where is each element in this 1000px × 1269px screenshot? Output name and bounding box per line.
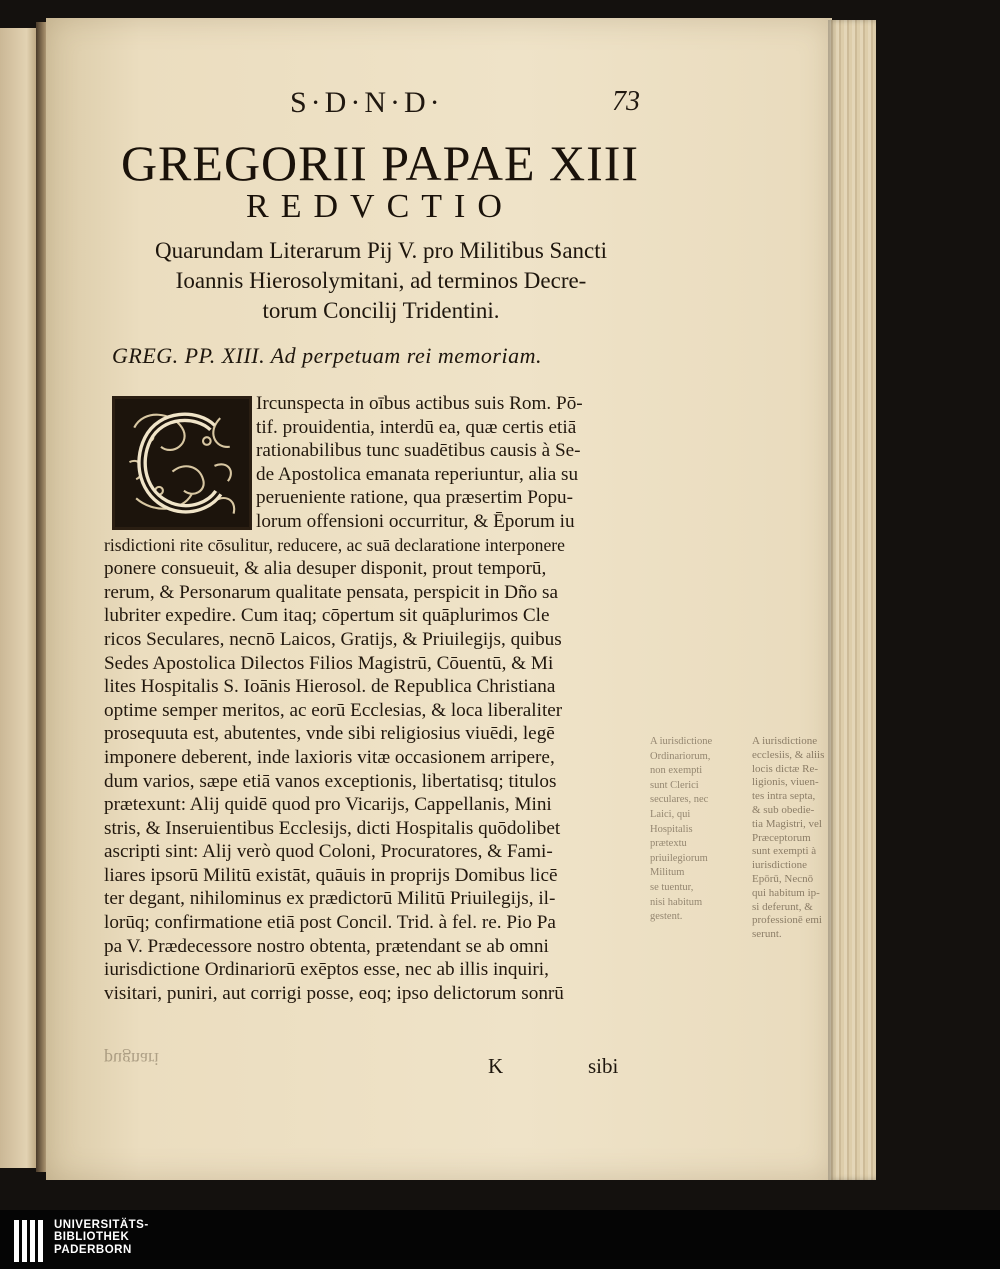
logo-line: PADERBORN <box>54 1243 132 1256</box>
marginal-line: sunt exempti à <box>752 845 817 858</box>
text-line: ter degant, nihilominus ex prædictorū Militū Priuilegijs, il- <box>104 888 556 910</box>
catchword: sibi <box>588 1054 619 1078</box>
running-head: S·D·N·D· <box>290 86 444 119</box>
marginal-line: locis dictæ Re- <box>752 762 818 775</box>
text-line: lites Hospitalis S. Ioānis Hierosol. de Republica Christiana <box>104 676 556 698</box>
text-line: de Apostolica emanata reperiuntur, alia su <box>256 463 579 485</box>
footer-bar <box>0 1210 1000 1269</box>
heading-line: torum Concilij Tridentini. <box>262 298 500 323</box>
facing-page-edge <box>0 28 38 1168</box>
marginal-line: professionē emi <box>752 914 822 927</box>
marginal-line: Epōrū, Necnō <box>752 872 814 885</box>
page-fore-edge <box>828 20 876 1180</box>
page-title: GREGORII PAPAE XIII <box>120 135 640 191</box>
library-logo-icon <box>12 1218 48 1264</box>
marginal-line: serunt. <box>752 928 782 941</box>
marginal-line: ecclesiis, & aliis <box>752 748 825 761</box>
marginal-line: sunt Clerici <box>650 779 699 791</box>
text-line: lubriter expedire. Cum itaq; cōpertum sit quāplurimos Cle <box>104 605 550 627</box>
text-line: lorūq; confirmatione etiā post Concil. Trid. à fel. re. Pio Pa <box>104 912 556 934</box>
bleed-through-catchword: pugnari <box>104 1049 159 1069</box>
marginal-line: tia Magistri, vel <box>752 817 822 830</box>
text-line: visitari, puniri, aut corrigi posse, eoq; ipso delictorum sonrū <box>104 982 564 1004</box>
salutation-line: GREG. PP. XIII. Ad perpetuam rei memoriam. <box>112 343 542 368</box>
signature-mark: K <box>488 1054 504 1078</box>
marginal-line: Ordinariorum, <box>650 750 711 762</box>
text-line: dum varios, sæpe etiā vanos exceptionis, libertatisq; titulos <box>104 770 557 792</box>
logo-line: BIBLIOTHEK <box>54 1231 130 1244</box>
marginal-line: ligionis, viuen- <box>752 776 819 789</box>
heading-line: Ioannis Hierosolymitani, ad terminos Decre- <box>175 268 587 293</box>
marginal-line: seculares, nec <box>650 794 709 806</box>
marginal-line: gestent. <box>650 911 683 923</box>
marginal-note-right <box>752 735 826 942</box>
text-line: Ircunspecta in oībus actibus suis Rom. Pō- <box>256 393 583 414</box>
heading-block <box>108 236 654 326</box>
marginal-line: Præceptorum <box>752 831 811 844</box>
heading-line: Quarundam Literarum Pij V. pro Militibus Sancti <box>154 238 608 263</box>
text-line: prætexunt: Alij quidē quod pro Vicarijs, Cappellanis, Mini <box>104 794 552 816</box>
text-line: ricos Seculares, necnō Laicos, Gratijs, & Priuilegijs, quibus <box>104 628 562 650</box>
marginal-note <box>650 735 750 925</box>
marginal-line: prætextu <box>650 838 687 850</box>
text-line: ponere consueuit, & alia desuper disponit, prout temporū, <box>104 558 547 580</box>
text-line: lorum offensioni occurritur, & Ēporum iu <box>256 510 575 532</box>
marginal-line: se tuentur, <box>650 881 694 893</box>
text-line: optime semper meritos, ac eorū Ecclesias, & loca liberaliter <box>104 699 563 721</box>
marginal-line: Militum <box>650 867 685 879</box>
marginal-line: priuilegiorum <box>650 852 708 864</box>
text-line: prosequuta est, abutentes, vnde sibi religiosius viuēdi, legē <box>104 723 555 745</box>
body-text <box>104 392 652 1005</box>
text-line: tif. prouidentia, interdū ea, quæ certis etiā <box>256 416 577 438</box>
marginal-line: A iurisdictione <box>650 736 713 747</box>
text-line: rerum, & Personarum qualitate pensata, perspicit in Dño sa <box>104 581 558 603</box>
text-line: Sedes Apostolica Dilectos Filios Magistrū, Cōuentū, & Mi <box>104 652 554 674</box>
marginal-line: si deferunt, & <box>752 900 813 913</box>
marginal-line: A iurisdictione <box>752 735 818 747</box>
text-line: imponere deberent, inde laxioris vitæ occasionem arripere, <box>104 746 555 768</box>
library-logo-text <box>54 1219 149 1256</box>
logo-line: UNIVERSITÄTS- <box>54 1219 149 1231</box>
marginal-line: iurisdictione <box>752 859 807 872</box>
text-line: perueniente ratione, qua præsertim Popu- <box>256 487 574 509</box>
text-line: pa V. Prædecessore nostro obtenta, prætendant se ab omni <box>104 935 549 957</box>
marginal-line: nisi habitum <box>650 896 703 908</box>
text-line: iurisdictione Ordinariorū exēptos esse, nec ab illis inquiri, <box>104 959 549 981</box>
marginal-line: non exempti <box>650 765 703 777</box>
page-subtitle: REDVCTIO <box>246 188 514 225</box>
marginal-line: tes intra septa, <box>752 790 816 803</box>
marginal-line: & sub obedie- <box>752 803 815 816</box>
text-line: stris, & Inseruientibus Ecclesijs, dicti Hospitalis quōdolibet <box>104 817 561 839</box>
marginal-line: Laici, qui <box>650 808 691 820</box>
marginal-line: Hospitalis <box>650 823 693 835</box>
text-line: risdictioni rite cōsulitur, reducere, ac suā declaratione interponere <box>104 534 565 555</box>
text-line: ascripti sint: Alij verò quod Coloni, Procuratores, & Fami- <box>104 841 553 863</box>
text-line: rationabilibus tunc suadētibus causis à Se- <box>256 440 581 462</box>
marginal-line: qui habitum ip- <box>752 886 820 899</box>
text-line: liares ipsorū Militū existāt, quāuis in proprijs Domibus licē <box>104 864 558 886</box>
page-number: 73 <box>612 86 640 117</box>
